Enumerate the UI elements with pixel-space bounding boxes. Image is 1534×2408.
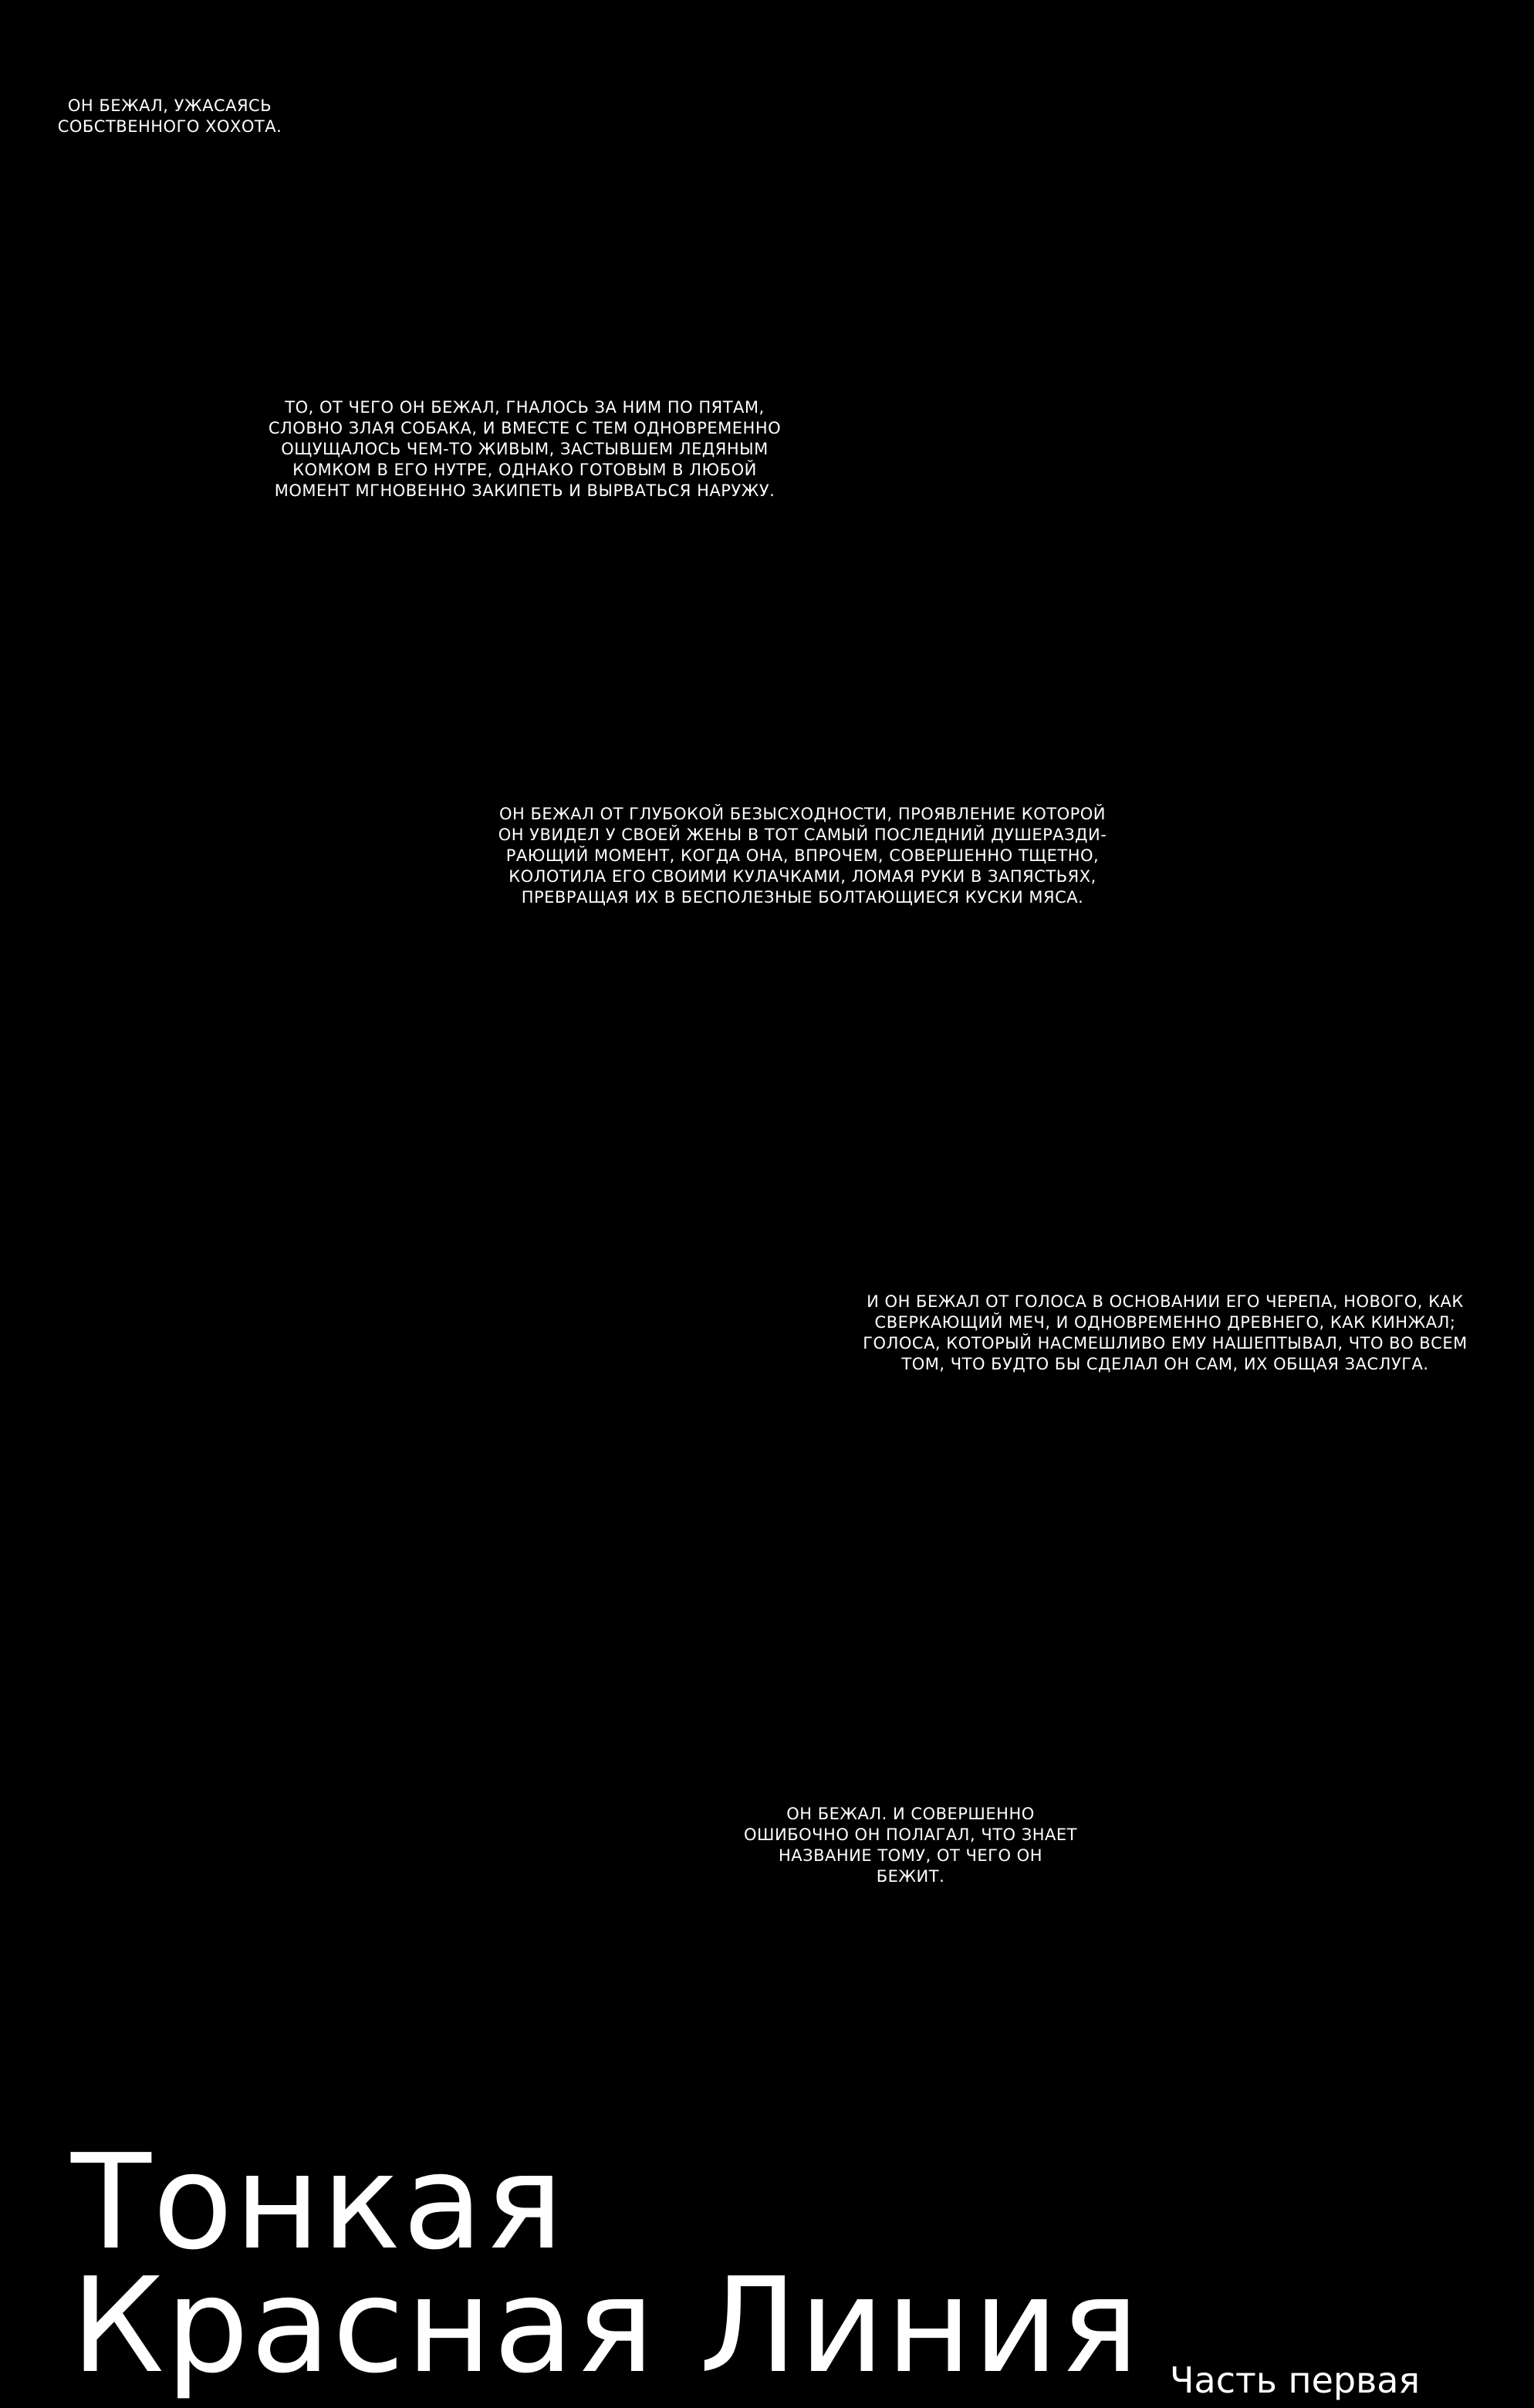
caption-line: СЛОВНО ЗЛАЯ СОБАКА, И ВМЕСТЕ С ТЕМ ОДНОВРЕМЕННО	[268, 419, 782, 437]
caption-line: И ОН БЕЖАЛ ОТ ГОЛОСА В ОСНОВАНИИ ЕГО ЧЕРЕПА, НОВОГО, КАК	[867, 1292, 1464, 1311]
caption-line: КОЛОТИЛА ЕГО СВОИМИ КУЛАЧКАМИ, ЛОМАЯ РУКИ В ЗАПЯСТЬЯХ,	[509, 867, 1096, 886]
caption-line: ПРЕВРАЩАЯ ИХ В БЕСПОЛЕЗНЫЕ БОЛТАЮЩИЕСЯ КУСКИ МЯСА.	[521, 888, 1084, 907]
caption-line: КОМКОМ В ЕГО НУТРЕ, ОДНАКО ГОТОВЫМ В ЛЮБОЙ	[292, 461, 757, 479]
caption-line: ТО, ОТ ЧЕГО ОН БЕЖАЛ, ГНАЛОСЬ ЗА НИМ ПО ПЯТАМ,	[285, 398, 765, 417]
caption-line: НАЗВАНИЕ ТОМУ, ОТ ЧЕГО ОН	[779, 1846, 1042, 1865]
title-line-1: Тонкая	[71, 2126, 566, 2279]
caption-line: ОН УВИДЕЛ У СВОЕЙ ЖЕНЫ В ТОТ САМЫЙ ПОСЛЕДНИЙ ДУШЕРАЗДИ-	[498, 826, 1107, 844]
caption-line: РАЮЩИЙ МОМЕНТ, КОГДА ОНА, ВПРОЧЕМ, СОВЕРШЕННО ТЩЕТНО,	[505, 846, 1100, 865]
title-line-2: Красная Линия	[71, 2250, 1141, 2403]
caption-line: ОН БЕЖАЛ, УЖАСАЯСЬ	[67, 96, 272, 115]
caption-2	[255, 397, 795, 502]
caption-line: ОН БЕЖАЛ ОТ ГЛУБОКОЙ БЕЗЫСХОДНОСТИ, ПРОЯВЛЕНИЕ КОТОРОЙ	[498, 805, 1106, 823]
caption-3	[463, 804, 1142, 908]
caption-line: СВЕРКАЮЩИЙ МЕЧ, И ОДНОВРЕМЕННО ДРЕВНЕГО, КАК КИНЖАЛ;	[874, 1313, 1456, 1332]
caption-4	[818, 1292, 1512, 1375]
caption-line: ТОМ, ЧТО БУДТО БЫ СДЕЛАЛ ОН САМ, ИХ ОБЩАЯ ЗАСЛУГА.	[901, 1355, 1429, 1373]
caption-line: ГОЛОСА, КОТОРЫЙ НАСМЕШЛИВО ЕМУ НАШЕПТЫВАЛ, ЧТО ВО ВСЕМ	[863, 1334, 1468, 1353]
caption-line: МОМЕНТ МГНОВЕННО ЗАКИПЕТЬ И ВЫРВАТЬСЯ НАРУЖУ.	[274, 481, 775, 500]
caption-5	[718, 1804, 1103, 1887]
caption-1	[46, 96, 293, 137]
caption-line: БЕЖИТ.	[876, 1867, 945, 1886]
caption-line: СОБСТВЕННОГО ХОХОТА.	[57, 117, 282, 136]
caption-line: ОЩУЩАЛОСЬ ЧЕМ-ТО ЖИВЫМ, ЗАСТЫВШЕМ ЛЕДЯНЫМ	[281, 440, 769, 458]
caption-line: ОН БЕЖАЛ. И СОВЕРШЕННО	[786, 1805, 1035, 1823]
subtitle: Часть первая	[1170, 2359, 1421, 2401]
caption-line: ОШИБОЧНО ОН ПОЛАГАЛ, ЧТО ЗНАЕТ	[744, 1825, 1077, 1844]
